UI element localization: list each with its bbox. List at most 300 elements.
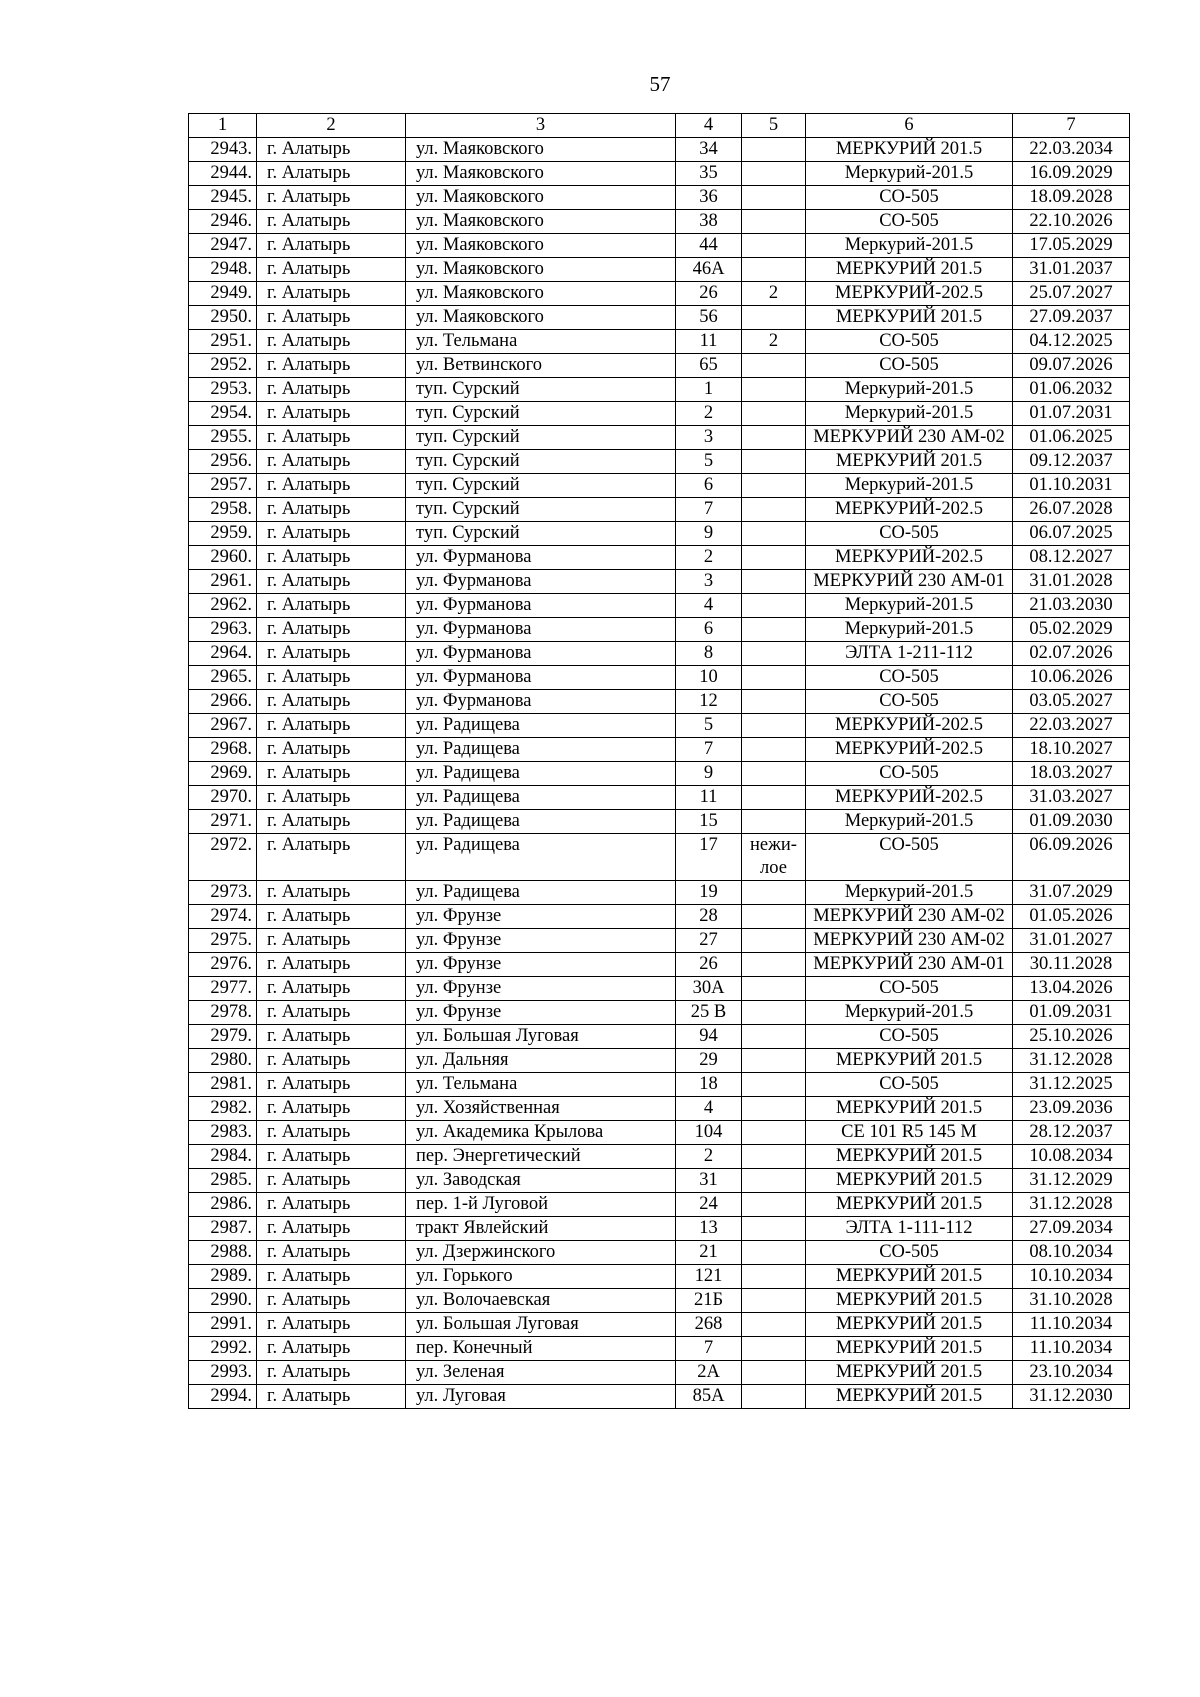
meter-model-cell: СО-505 bbox=[806, 1073, 1013, 1097]
apartment-cell bbox=[742, 570, 806, 594]
table-row bbox=[189, 1241, 1130, 1265]
verification-date-cell: 02.07.2026 bbox=[1013, 642, 1130, 666]
verification-date-cell: 27.09.2034 bbox=[1013, 1217, 1130, 1241]
table-row bbox=[189, 1169, 1130, 1193]
meter-model-cell: ЭЛТА 1-111-112 bbox=[806, 1217, 1013, 1241]
apartment-cell bbox=[742, 474, 806, 498]
row-number-cell: 2971. bbox=[189, 810, 257, 834]
row-number-cell: 2982. bbox=[189, 1097, 257, 1121]
street-cell: ул. Радищева bbox=[406, 762, 676, 786]
meter-model-cell: Меркурий-201.5 bbox=[806, 594, 1013, 618]
table-row bbox=[189, 162, 1130, 186]
table-row bbox=[189, 210, 1130, 234]
table-row bbox=[189, 1289, 1130, 1313]
city-cell: г. Алатырь bbox=[257, 881, 406, 905]
verification-date-cell: 31.12.2025 bbox=[1013, 1073, 1130, 1097]
table-row bbox=[189, 762, 1130, 786]
verification-date-cell: 08.12.2027 bbox=[1013, 546, 1130, 570]
meter-model-cell: МЕРКУРИЙ 230 АМ-02 bbox=[806, 905, 1013, 929]
city-cell: г. Алатырь bbox=[257, 642, 406, 666]
row-number-cell: 2959. bbox=[189, 522, 257, 546]
meter-model-cell: Меркурий-201.5 bbox=[806, 378, 1013, 402]
table-row bbox=[189, 953, 1130, 977]
apartment-cell bbox=[742, 714, 806, 738]
table-row bbox=[189, 522, 1130, 546]
verification-date-cell: 31.10.2028 bbox=[1013, 1289, 1130, 1313]
table-row bbox=[189, 1025, 1130, 1049]
house-number-cell: 121 bbox=[676, 1265, 742, 1289]
house-number-cell: 7 bbox=[676, 498, 742, 522]
meter-model-cell: Меркурий-201.5 bbox=[806, 881, 1013, 905]
row-number-cell: 2974. bbox=[189, 905, 257, 929]
verification-date-cell: 31.12.2030 bbox=[1013, 1385, 1130, 1409]
city-cell: г. Алатырь bbox=[257, 282, 406, 306]
meter-model-cell: МЕРКУРИЙ 230 АМ-01 bbox=[806, 953, 1013, 977]
house-number-cell: 56 bbox=[676, 306, 742, 330]
city-cell: г. Алатырь bbox=[257, 1361, 406, 1385]
row-number-cell: 2964. bbox=[189, 642, 257, 666]
street-cell: ул. Фурманова bbox=[406, 594, 676, 618]
table-row bbox=[189, 1001, 1130, 1025]
verification-date-cell: 01.06.2025 bbox=[1013, 426, 1130, 450]
apartment-cell bbox=[742, 738, 806, 762]
row-number-cell: 2977. bbox=[189, 977, 257, 1001]
row-number-cell: 2958. bbox=[189, 498, 257, 522]
verification-date-cell: 11.10.2034 bbox=[1013, 1337, 1130, 1361]
house-number-cell: 15 bbox=[676, 810, 742, 834]
street-cell: ул. Маяковского bbox=[406, 258, 676, 282]
apartment-cell bbox=[742, 977, 806, 1001]
street-cell: ул. Маяковского bbox=[406, 234, 676, 258]
verification-date-cell: 01.05.2026 bbox=[1013, 905, 1130, 929]
apartment-cell bbox=[742, 1289, 806, 1313]
house-number-cell: 46А bbox=[676, 258, 742, 282]
city-cell: г. Алатырь bbox=[257, 354, 406, 378]
street-cell: пер. Энергетический bbox=[406, 1145, 676, 1169]
city-cell: г. Алатырь bbox=[257, 1073, 406, 1097]
meter-model-cell: Меркурий-201.5 bbox=[806, 402, 1013, 426]
row-number-cell: 2981. bbox=[189, 1073, 257, 1097]
street-cell: ул. Маяковского bbox=[406, 282, 676, 306]
apartment-cell bbox=[742, 1169, 806, 1193]
row-number-cell: 2962. bbox=[189, 594, 257, 618]
verification-date-cell: 26.07.2028 bbox=[1013, 498, 1130, 522]
apartment-cell bbox=[742, 234, 806, 258]
meter-model-cell: МЕРКУРИЙ 201.5 bbox=[806, 450, 1013, 474]
city-cell: г. Алатырь bbox=[257, 762, 406, 786]
table-row bbox=[189, 402, 1130, 426]
city-cell: г. Алатырь bbox=[257, 1241, 406, 1265]
apartment-cell bbox=[742, 786, 806, 810]
city-cell: г. Алатырь bbox=[257, 546, 406, 570]
table-row bbox=[189, 834, 1130, 881]
meter-model-cell: МЕРКУРИЙ 201.5 bbox=[806, 1385, 1013, 1409]
house-number-cell: 8 bbox=[676, 642, 742, 666]
table-row bbox=[189, 570, 1130, 594]
apartment-cell bbox=[742, 1193, 806, 1217]
street-cell: ул. Фурманова bbox=[406, 642, 676, 666]
house-number-cell: 94 bbox=[676, 1025, 742, 1049]
table-row bbox=[189, 1265, 1130, 1289]
row-number-cell: 2972. bbox=[189, 834, 257, 881]
house-number-cell: 13 bbox=[676, 1217, 742, 1241]
apartment-cell: нежи-лое bbox=[742, 834, 806, 881]
verification-date-cell: 18.09.2028 bbox=[1013, 186, 1130, 210]
meter-model-cell: СО-505 bbox=[806, 1025, 1013, 1049]
house-number-cell: 6 bbox=[676, 618, 742, 642]
table-row bbox=[189, 690, 1130, 714]
city-cell: г. Алатырь bbox=[257, 1217, 406, 1241]
street-cell: ул. Фрунзе bbox=[406, 953, 676, 977]
page-number: 57 bbox=[649, 72, 671, 96]
header-cell-4: 4 bbox=[676, 114, 742, 138]
street-cell: ул. Дальняя bbox=[406, 1049, 676, 1073]
verification-date-cell: 09.12.2037 bbox=[1013, 450, 1130, 474]
table-row bbox=[189, 1361, 1130, 1385]
apartment-cell bbox=[742, 1313, 806, 1337]
table-row bbox=[189, 1385, 1130, 1409]
meter-model-cell: МЕРКУРИЙ 201.5 bbox=[806, 1049, 1013, 1073]
street-cell: ул. Ветвинского bbox=[406, 354, 676, 378]
row-number-cell: 2969. bbox=[189, 762, 257, 786]
street-cell: ул. Хозяйственная bbox=[406, 1097, 676, 1121]
verification-date-cell: 01.09.2031 bbox=[1013, 1001, 1130, 1025]
house-number-cell: 65 bbox=[676, 354, 742, 378]
table-row bbox=[189, 330, 1130, 354]
street-cell: ул. Маяковского bbox=[406, 306, 676, 330]
verification-date-cell: 28.12.2037 bbox=[1013, 1121, 1130, 1145]
table-row bbox=[189, 618, 1130, 642]
apartment-cell bbox=[742, 162, 806, 186]
table-row bbox=[189, 977, 1130, 1001]
house-number-cell: 7 bbox=[676, 1337, 742, 1361]
city-cell: г. Алатырь bbox=[257, 714, 406, 738]
house-number-cell: 17 bbox=[676, 834, 742, 881]
table-row bbox=[189, 186, 1130, 210]
verification-date-cell: 06.09.2026 bbox=[1013, 834, 1130, 881]
city-cell: г. Алатырь bbox=[257, 522, 406, 546]
street-cell: ул. Радищева bbox=[406, 881, 676, 905]
apartment-cell bbox=[742, 881, 806, 905]
city-cell: г. Алатырь bbox=[257, 1313, 406, 1337]
row-number-cell: 2965. bbox=[189, 666, 257, 690]
street-cell: туп. Сурский bbox=[406, 498, 676, 522]
city-cell: г. Алатырь bbox=[257, 1025, 406, 1049]
verification-date-cell: 30.11.2028 bbox=[1013, 953, 1130, 977]
row-number-cell: 2993. bbox=[189, 1361, 257, 1385]
house-number-cell: 34 bbox=[676, 138, 742, 162]
meter-model-cell: СО-505 bbox=[806, 762, 1013, 786]
street-cell: ул. Радищева bbox=[406, 786, 676, 810]
table-row bbox=[189, 642, 1130, 666]
city-cell: г. Алатырь bbox=[257, 1001, 406, 1025]
verification-date-cell: 31.12.2028 bbox=[1013, 1049, 1130, 1073]
house-number-cell: 2 bbox=[676, 546, 742, 570]
verification-date-cell: 10.08.2034 bbox=[1013, 1145, 1130, 1169]
row-number-cell: 2989. bbox=[189, 1265, 257, 1289]
apartment-cell bbox=[742, 690, 806, 714]
meter-model-cell: МЕРКУРИЙ 201.5 bbox=[806, 1193, 1013, 1217]
table-row bbox=[189, 1313, 1130, 1337]
header-cell-3: 3 bbox=[406, 114, 676, 138]
verification-date-cell: 10.10.2034 bbox=[1013, 1265, 1130, 1289]
verification-date-cell: 10.06.2026 bbox=[1013, 666, 1130, 690]
verification-date-cell: 31.01.2028 bbox=[1013, 570, 1130, 594]
verification-date-cell: 01.06.2032 bbox=[1013, 378, 1130, 402]
apartment-cell bbox=[742, 1385, 806, 1409]
city-cell: г. Алатырь bbox=[257, 258, 406, 282]
row-number-cell: 2987. bbox=[189, 1217, 257, 1241]
apartment-cell bbox=[742, 498, 806, 522]
apartment-cell bbox=[742, 1337, 806, 1361]
table-row bbox=[189, 306, 1130, 330]
verification-date-cell: 06.07.2025 bbox=[1013, 522, 1130, 546]
apartment-cell bbox=[742, 450, 806, 474]
table-row bbox=[189, 450, 1130, 474]
apartment-cell: 2 bbox=[742, 282, 806, 306]
row-number-cell: 2984. bbox=[189, 1145, 257, 1169]
row-number-cell: 2986. bbox=[189, 1193, 257, 1217]
meter-model-cell: СО-505 bbox=[806, 834, 1013, 881]
meter-model-cell: МЕРКУРИЙ 201.5 bbox=[806, 1337, 1013, 1361]
table-row bbox=[189, 546, 1130, 570]
apartment-cell bbox=[742, 762, 806, 786]
table-row bbox=[189, 1193, 1130, 1217]
street-cell: тракт Явлейский bbox=[406, 1217, 676, 1241]
verification-date-cell: 22.03.2034 bbox=[1013, 138, 1130, 162]
house-number-cell: 28 bbox=[676, 905, 742, 929]
meter-model-cell: МЕРКУРИЙ 201.5 bbox=[806, 1169, 1013, 1193]
city-cell: г. Алатырь bbox=[257, 618, 406, 642]
row-number-cell: 2963. bbox=[189, 618, 257, 642]
house-number-cell: 36 bbox=[676, 186, 742, 210]
city-cell: г. Алатырь bbox=[257, 1385, 406, 1409]
header-cell-5: 5 bbox=[742, 114, 806, 138]
house-number-cell: 27 bbox=[676, 929, 742, 953]
verification-date-cell: 03.05.2027 bbox=[1013, 690, 1130, 714]
table-row bbox=[189, 1145, 1130, 1169]
table-row bbox=[189, 1121, 1130, 1145]
meter-model-cell: МЕРКУРИЙ-202.5 bbox=[806, 498, 1013, 522]
row-number-cell: 2988. bbox=[189, 1241, 257, 1265]
house-number-cell: 4 bbox=[676, 1097, 742, 1121]
house-number-cell: 3 bbox=[676, 570, 742, 594]
apartment-cell bbox=[742, 210, 806, 234]
row-number-cell: 2985. bbox=[189, 1169, 257, 1193]
table-row bbox=[189, 498, 1130, 522]
street-cell: ул. Большая Луговая bbox=[406, 1313, 676, 1337]
city-cell: г. Алатырь bbox=[257, 450, 406, 474]
verification-date-cell: 31.07.2029 bbox=[1013, 881, 1130, 905]
row-number-cell: 2946. bbox=[189, 210, 257, 234]
street-cell: ул. Маяковского bbox=[406, 186, 676, 210]
table-row bbox=[189, 905, 1130, 929]
row-number-cell: 2983. bbox=[189, 1121, 257, 1145]
house-number-cell: 11 bbox=[676, 786, 742, 810]
city-cell: г. Алатырь bbox=[257, 1169, 406, 1193]
city-cell: г. Алатырь bbox=[257, 834, 406, 881]
house-number-cell: 44 bbox=[676, 234, 742, 258]
street-cell: ул. Радищева bbox=[406, 810, 676, 834]
house-number-cell: 2А bbox=[676, 1361, 742, 1385]
city-cell: г. Алатырь bbox=[257, 1265, 406, 1289]
meter-model-cell: МЕРКУРИЙ 201.5 bbox=[806, 1265, 1013, 1289]
apartment-cell bbox=[742, 1025, 806, 1049]
meter-model-cell: МЕРКУРИЙ 230 АМ-02 bbox=[806, 929, 1013, 953]
apartment-cell bbox=[742, 905, 806, 929]
meter-model-cell: СО-505 bbox=[806, 522, 1013, 546]
street-cell: ул. Фрунзе bbox=[406, 929, 676, 953]
street-cell: ул. Горького bbox=[406, 1265, 676, 1289]
verification-date-cell: 25.10.2026 bbox=[1013, 1025, 1130, 1049]
row-number-cell: 2973. bbox=[189, 881, 257, 905]
house-number-cell: 25 В bbox=[676, 1001, 742, 1025]
street-cell: ул. Фрунзе bbox=[406, 1001, 676, 1025]
house-number-cell: 10 bbox=[676, 666, 742, 690]
row-number-cell: 2970. bbox=[189, 786, 257, 810]
city-cell: г. Алатырь bbox=[257, 1289, 406, 1313]
house-number-cell: 9 bbox=[676, 762, 742, 786]
meter-model-cell: МЕРКУРИЙ 201.5 bbox=[806, 1145, 1013, 1169]
row-number-cell: 2955. bbox=[189, 426, 257, 450]
city-cell: г. Алатырь bbox=[257, 786, 406, 810]
meter-model-cell: СО-505 bbox=[806, 210, 1013, 234]
table-row bbox=[189, 1073, 1130, 1097]
apartment-cell bbox=[742, 1049, 806, 1073]
house-number-cell: 21 bbox=[676, 1241, 742, 1265]
verification-date-cell: 08.10.2034 bbox=[1013, 1241, 1130, 1265]
row-number-cell: 2991. bbox=[189, 1313, 257, 1337]
meter-model-cell: МЕРКУРИЙ 201.5 bbox=[806, 258, 1013, 282]
city-cell: г. Алатырь bbox=[257, 570, 406, 594]
table-row bbox=[189, 1337, 1130, 1361]
house-number-cell: 24 bbox=[676, 1193, 742, 1217]
meter-model-cell: СЕ 101 R5 145 M bbox=[806, 1121, 1013, 1145]
verification-date-cell: 16.09.2029 bbox=[1013, 162, 1130, 186]
house-number-cell: 104 bbox=[676, 1121, 742, 1145]
verification-date-cell: 25.07.2027 bbox=[1013, 282, 1130, 306]
meter-model-cell: МЕРКУРИЙ 201.5 bbox=[806, 1097, 1013, 1121]
meter-model-cell: Меркурий-201.5 bbox=[806, 474, 1013, 498]
apartment-cell bbox=[742, 522, 806, 546]
verification-date-cell: 21.03.2030 bbox=[1013, 594, 1130, 618]
street-cell: туп. Сурский bbox=[406, 402, 676, 426]
verification-date-cell: 18.10.2027 bbox=[1013, 738, 1130, 762]
row-number-cell: 2943. bbox=[189, 138, 257, 162]
verification-date-cell: 11.10.2034 bbox=[1013, 1313, 1130, 1337]
city-cell: г. Алатырь bbox=[257, 1193, 406, 1217]
table-row bbox=[189, 378, 1130, 402]
meter-model-cell: МЕРКУРИЙ 201.5 bbox=[806, 1361, 1013, 1385]
city-cell: г. Алатырь bbox=[257, 186, 406, 210]
verification-date-cell: 22.03.2027 bbox=[1013, 714, 1130, 738]
house-number-cell: 30А bbox=[676, 977, 742, 1001]
table-header bbox=[189, 114, 1130, 138]
meter-model-cell: СО-505 bbox=[806, 690, 1013, 714]
apartment-cell bbox=[742, 1073, 806, 1097]
house-number-cell: 85А bbox=[676, 1385, 742, 1409]
row-number-cell: 2980. bbox=[189, 1049, 257, 1073]
street-cell: туп. Сурский bbox=[406, 378, 676, 402]
table-row bbox=[189, 426, 1130, 450]
house-number-cell: 38 bbox=[676, 210, 742, 234]
house-number-cell: 5 bbox=[676, 450, 742, 474]
city-cell: г. Алатырь bbox=[257, 905, 406, 929]
verification-date-cell: 23.10.2034 bbox=[1013, 1361, 1130, 1385]
row-number-cell: 2947. bbox=[189, 234, 257, 258]
house-number-cell: 4 bbox=[676, 594, 742, 618]
meter-model-cell: СО-505 bbox=[806, 354, 1013, 378]
apartment-cell bbox=[742, 186, 806, 210]
apartment-cell bbox=[742, 953, 806, 977]
row-number-cell: 2957. bbox=[189, 474, 257, 498]
city-cell: г. Алатырь bbox=[257, 498, 406, 522]
city-cell: г. Алатырь bbox=[257, 210, 406, 234]
street-cell: ул. Радищева bbox=[406, 714, 676, 738]
street-cell: ул. Фурманова bbox=[406, 690, 676, 714]
row-number-cell: 2967. bbox=[189, 714, 257, 738]
meter-model-cell: МЕРКУРИЙ-202.5 bbox=[806, 282, 1013, 306]
house-number-cell: 29 bbox=[676, 1049, 742, 1073]
apartment-cell bbox=[742, 1145, 806, 1169]
table-row bbox=[189, 138, 1130, 162]
verification-date-cell: 31.03.2027 bbox=[1013, 786, 1130, 810]
row-number-cell: 2961. bbox=[189, 570, 257, 594]
house-number-cell: 2 bbox=[676, 402, 742, 426]
verification-date-cell: 01.07.2031 bbox=[1013, 402, 1130, 426]
meter-model-cell: Меркурий-201.5 bbox=[806, 1001, 1013, 1025]
street-cell: туп. Сурский bbox=[406, 522, 676, 546]
apartment-cell bbox=[742, 594, 806, 618]
apartment-cell bbox=[742, 378, 806, 402]
apartment-cell bbox=[742, 642, 806, 666]
city-cell: г. Алатырь bbox=[257, 1337, 406, 1361]
street-cell: туп. Сурский bbox=[406, 450, 676, 474]
row-number-cell: 2994. bbox=[189, 1385, 257, 1409]
apartment-cell bbox=[742, 810, 806, 834]
city-cell: г. Алатырь bbox=[257, 1121, 406, 1145]
row-number-cell: 2976. bbox=[189, 953, 257, 977]
apartment-cell bbox=[742, 929, 806, 953]
street-cell: ул. Академика Крылова bbox=[406, 1121, 676, 1145]
city-cell: г. Алатырь bbox=[257, 666, 406, 690]
city-cell: г. Алатырь bbox=[257, 1049, 406, 1073]
verification-date-cell: 31.01.2027 bbox=[1013, 929, 1130, 953]
street-cell: ул. Маяковского bbox=[406, 210, 676, 234]
city-cell: г. Алатырь bbox=[257, 1097, 406, 1121]
verification-date-cell: 31.01.2037 bbox=[1013, 258, 1130, 282]
table-row bbox=[189, 738, 1130, 762]
apartment-cell bbox=[742, 306, 806, 330]
meter-model-cell: Меркурий-201.5 bbox=[806, 810, 1013, 834]
row-number-cell: 2950. bbox=[189, 306, 257, 330]
apartment-cell bbox=[742, 1121, 806, 1145]
verification-date-cell: 27.09.2037 bbox=[1013, 306, 1130, 330]
street-cell: ул. Фурманова bbox=[406, 618, 676, 642]
meter-model-cell: СО-505 bbox=[806, 977, 1013, 1001]
table-body bbox=[189, 138, 1130, 1409]
street-cell: ул. Заводская bbox=[406, 1169, 676, 1193]
meter-model-cell: Меркурий-201.5 bbox=[806, 234, 1013, 258]
city-cell: г. Алатырь bbox=[257, 234, 406, 258]
street-cell: туп. Сурский bbox=[406, 474, 676, 498]
city-cell: г. Алатырь bbox=[257, 402, 406, 426]
row-number-cell: 2992. bbox=[189, 1337, 257, 1361]
house-number-cell: 9 bbox=[676, 522, 742, 546]
row-number-cell: 2953. bbox=[189, 378, 257, 402]
table-row bbox=[189, 474, 1130, 498]
table-row bbox=[189, 282, 1130, 306]
